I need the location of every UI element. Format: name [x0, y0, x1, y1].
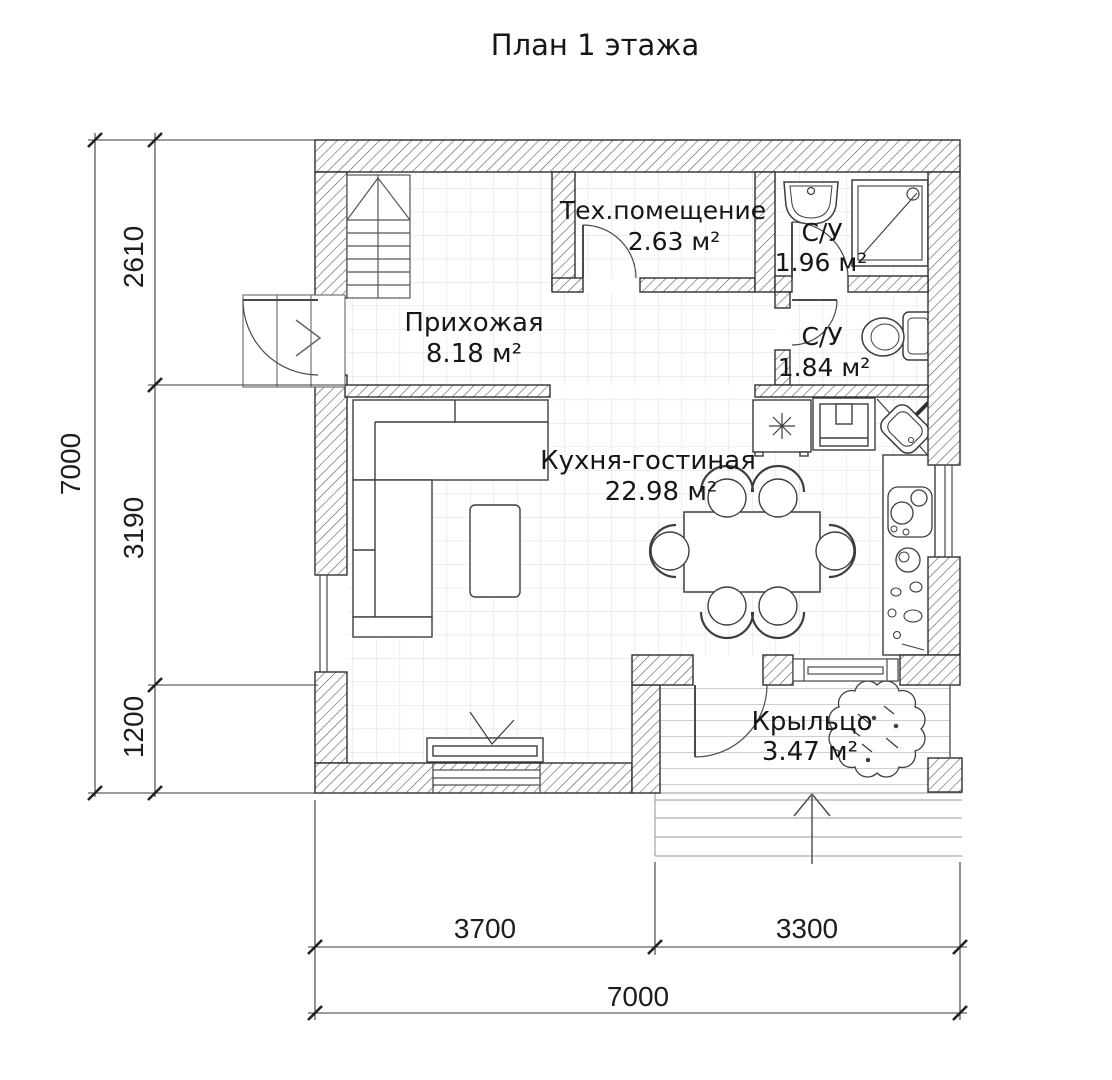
wall-bath-divider-right [848, 276, 928, 292]
fridge [753, 400, 811, 456]
coffee-table [470, 505, 520, 597]
room-area-porch: 3.47 м² [761, 737, 859, 767]
dim-bottom-total: 7000 [606, 981, 670, 1012]
dim-left-seg2: 3190 [118, 496, 149, 560]
wall-left-middle [315, 375, 347, 575]
room-label-tech: Тех.помещение [559, 196, 767, 225]
room-area-kitchen: 22.98 м² [604, 477, 718, 507]
wall-porch-top-right [900, 655, 960, 685]
entry-landing [243, 295, 345, 387]
dim-bottom-seg1: 3700 [453, 913, 517, 944]
kitchen-counter [883, 455, 935, 655]
wall-left-upper [315, 172, 347, 298]
wall-porch-top-left [632, 655, 693, 685]
room-label-porch: Крыльцо [751, 707, 873, 737]
wall-bath-divider-left [775, 276, 792, 292]
room-label-bath2: С/У [801, 322, 843, 351]
room-area-bath1: 1.96 м² [774, 248, 868, 277]
wall-tech-right [755, 172, 775, 292]
wall-right-lower [928, 557, 960, 655]
wall-top [315, 140, 960, 172]
wall-left-lower [315, 672, 347, 763]
window-porch [793, 659, 898, 681]
room-label-bath1: С/У [801, 218, 843, 247]
wall-porch-top-mid [763, 655, 793, 685]
dim-bottom-seg2: 3300 [775, 913, 839, 944]
window-left [315, 575, 347, 672]
partition-bath-kitchen [755, 385, 928, 397]
porch-entry-arrow [794, 794, 830, 864]
room-area-tech: 2.63 м² [627, 227, 721, 256]
porch-steps [655, 793, 962, 856]
dim-left-seg1: 2610 [118, 225, 149, 289]
wall-tech-bottom-right [640, 278, 755, 292]
stove [813, 398, 875, 450]
tech-room-floor [575, 172, 755, 278]
wall-bath2-left-upper [775, 292, 790, 308]
room-area-bath2: 1.84 м² [777, 353, 871, 382]
partition-hall-living-left [345, 385, 550, 397]
dim-left-seg3: 1200 [118, 695, 149, 759]
room-label-kitchen: Кухня-гостиная [540, 446, 756, 476]
page-title: План 1 этажа [490, 28, 700, 62]
dining-table [684, 512, 820, 592]
porch-pier [928, 758, 962, 792]
room-label-hall: Прихожая [404, 308, 544, 338]
wall-tech-left [552, 172, 575, 290]
room-area-hall: 8.18 м² [425, 339, 523, 369]
staircase [347, 175, 410, 298]
wall-tech-bottom-left [552, 278, 583, 292]
wall-porch-side [632, 685, 660, 793]
dim-left-total: 7000 [55, 432, 86, 496]
wall-right-upper [928, 172, 960, 465]
